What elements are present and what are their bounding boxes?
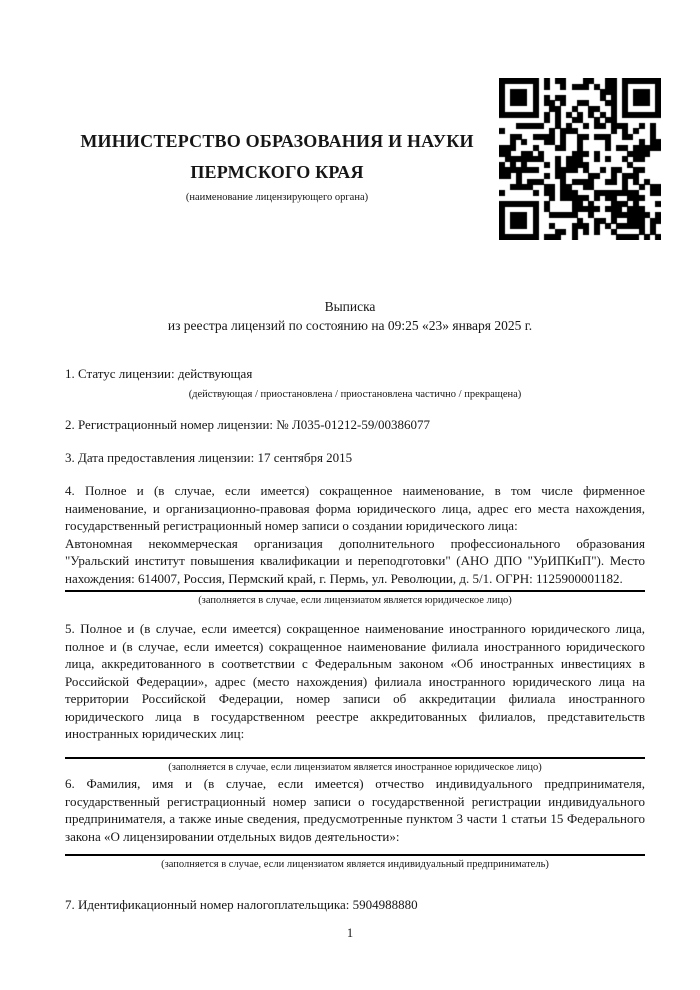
registration-number-text: 2. Регистрационный номер лицензии: № Л035-01212-59/00386077 <box>65 417 431 432</box>
license-status-caption: (действующая / приостановлена / приостановлена частично / прекращена) <box>188 388 522 400</box>
entrepreneur-label: 6. Фамилия, имя и (в случае, если имеется) отчество индивидуального предпринимателя, государственный регистрационный номер записи о государственной регистрации индивидуального предпринимателя, а также иные сведения, предусмотренные пунктом 3 части 1 статьи 15 Федерального закона «О лицензировании отдельных видов деятельности»: <box>65 776 645 844</box>
entrepreneur-divider <box>65 854 645 856</box>
legal-entity-caption: (заполняется в случае, если лицензиатом является юридическое лицо) <box>198 595 512 606</box>
field-foreign-entity <box>65 620 645 774</box>
license-status-text: 1. Статус лицензии: действующая <box>65 366 253 381</box>
legal-entity-value: Автономная некоммерческая организация дополнительного профессионального образования "Уральский институт повышения квалификации и переподготовки" (АНО ДПО "УрИПКиП"). Место нахождения: 614007, Россия, Пермский край, г. Пермь, ул. Революции, д. 5/1. ОГРН: 1125900001182. <box>65 535 645 586</box>
field-legal-entity <box>65 482 645 607</box>
foreign-entity-caption: (заполняется в случае, если лицензиатом является иностранное юридическое лицо) <box>168 761 542 773</box>
entrepreneur-caption: (заполняется в случае, если лицензиатом является индивидуальный предприниматель) <box>161 859 549 870</box>
ministry-caption: (наименование лицензирующего органа) <box>185 192 369 203</box>
qr-code-icon <box>499 78 661 240</box>
field-entrepreneur <box>65 775 645 871</box>
page-number: 1 <box>346 926 354 940</box>
licensing-authority-block <box>65 126 489 204</box>
grant-date-text: 3. Дата предоставления лицензии: 17 сентября 2015 <box>65 450 353 465</box>
foreign-entity-label: 5. Полное и (в случае, если имеется) сокращенное наименование иностранного юридического лица, полное и (в случае, если имеется) сокращенное наименование филиала иностранного юридического лица, аккредитованного в соответствии с Федеральным законом «Об иностранных инвестициях в Российской Федерации», адрес (место нахождения) филиала иностранного юридического лица на территории Российской Федерации, номер записи об аккредитации филиала иностранного юридического лица в государственном реестре аккредитованных филиалов, представительств иностранных юридических лиц: <box>65 621 645 741</box>
ministry-name-line1: МИНИСТЕРСТВО ОБРАЗОВАНИЯ И НАУКИ <box>80 131 474 151</box>
document-title-line1: Выписка <box>324 299 376 314</box>
foreign-entity-divider <box>65 757 645 759</box>
field-registration-number <box>65 416 645 434</box>
legal-entity-divider <box>65 590 645 592</box>
field-taxpayer-number <box>65 896 645 914</box>
legal-entity-label: 4. Полное и (в случае, если имеется) сокращенное наименование, в том числе фирменное наименование, и организационно-правовая форма юридического лица, адрес его места нахождения, государственный регистрационный номер записи о создании юридического лица: <box>65 483 645 533</box>
document-title <box>0 298 700 335</box>
field-grant-date <box>65 449 645 467</box>
ministry-name-line2: ПЕРМСКОГО КРАЯ <box>190 162 364 182</box>
taxpayer-number-text: 7. Идентификационный номер налогоплательщика: 5904988880 <box>65 897 418 912</box>
document-title-line2: из реестра лицензий по состоянию на 09:25 «23» января 2025 г. <box>167 317 533 333</box>
field-license-status <box>65 365 645 401</box>
